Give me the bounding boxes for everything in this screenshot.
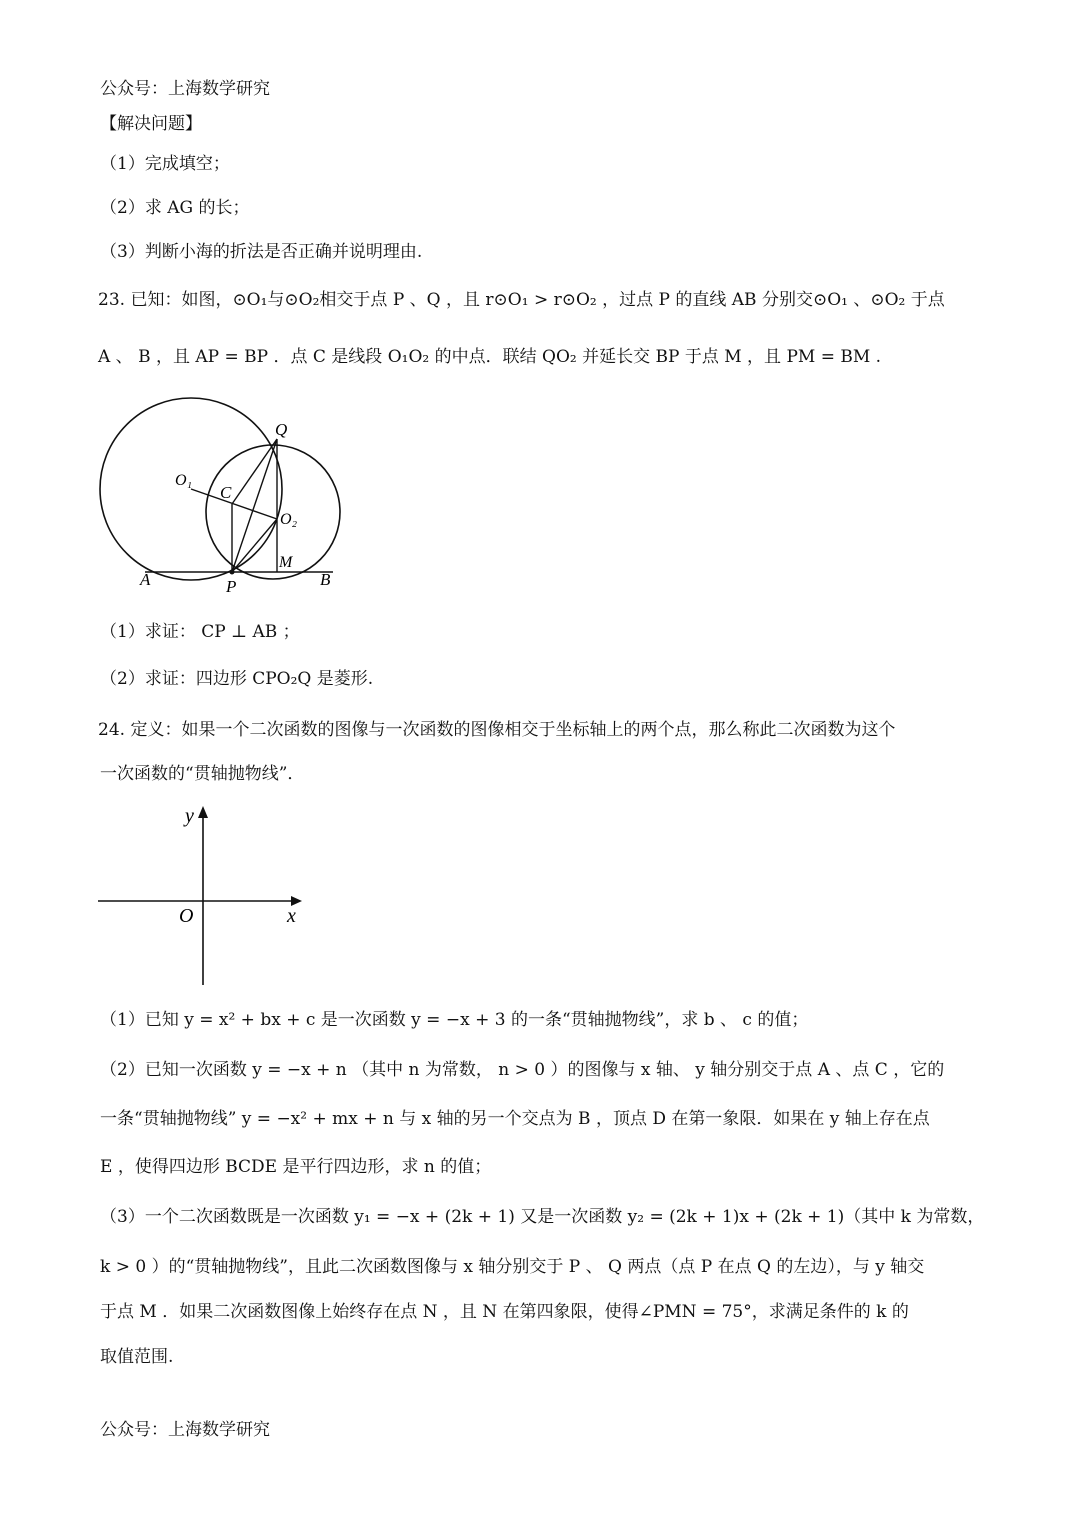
q24-stem-line1: 24. 定义：如果一个二次函数的图像与一次函数的图像相交于坐标轴上的两个点，那么称此二次函数为这个	[98, 720, 896, 740]
q24-part3-line4: 取值范围.	[100, 1347, 174, 1367]
label-origin: O	[179, 905, 194, 927]
footer-source: 公众号：上海数学研究	[100, 1420, 270, 1440]
label-x-axis: x	[287, 905, 296, 927]
label-c: C	[220, 483, 232, 502]
label-m: M	[279, 554, 293, 571]
q23-stem-line2: A 、 B ，且 AP = BP ．点 C 是线段 O₁O₂ 的中点．联结 QO₂ 并延长交 BP 于点 M ，且 PM = BM .	[98, 347, 882, 367]
q23-item-1: （1）求证： CP ⊥ AB ；	[100, 622, 300, 642]
q24-part3-line2: k > 0 ）的“贯轴抛物线”，且此二次函数图像与 x 轴分别交于 P 、 Q 两点（点 P 在点 Q 的左边），与 y 轴交	[100, 1257, 925, 1277]
q22-item-3: （3）判断小海的折法是否正确并说明理由.	[100, 242, 423, 262]
q23-stem-line1: 23. 已知：如图，⊙O₁与⊙O₂相交于点 P 、Q ，且 r⊙O₁ > r⊙O₂ ，过点 P 的直线 AB 分别交⊙O₁ 、⊙O₂ 于点	[98, 290, 945, 310]
q24-stem-line2: 一次函数的“贯轴抛物线”．	[100, 764, 305, 784]
axes-figure	[95, 800, 315, 990]
q24-part3-line3: 于点 M ．如果二次函数图像上始终存在点 N ，且 N 在第四象限，使得∠PMN = 75°，求满足条件的 k 的	[100, 1302, 909, 1322]
q24-part1: （1）已知 y = x² + bx + c 是一次函数 y = −x + 3 的一条“贯轴抛物线”，求 b 、 c 的值；	[100, 1010, 809, 1030]
circles-figure	[95, 385, 355, 595]
q23-item-2: （2）求证：四边形 CPO₂Q 是菱形.	[100, 669, 374, 689]
label-a: A	[140, 570, 151, 589]
q22-item-1: （1）完成填空；	[100, 154, 230, 174]
label-o2: O₂	[280, 511, 298, 528]
label-y-axis: y	[185, 805, 194, 827]
q24-part2-line2: 一条“贯轴抛物线” y = −x² + mx + n 与 x 轴的另一个交点为 B ，顶点 D 在第一象限．如果在 y 轴上存在点	[100, 1109, 930, 1129]
label-b: B	[320, 570, 331, 589]
q24-part2-line3: E ，使得四边形 BCDE 是平行四边形，求 n 的值；	[100, 1157, 492, 1177]
q22-heading: 【解决问题】	[100, 114, 202, 134]
q24-part3-line1: （3）一个二次函数既是一次函数 y₁ = −x + (2k + 1) 又是一次函数 y₂ = (2k + 1)x + (2k + 1)（其中 k 为常数，	[100, 1207, 985, 1227]
label-q: Q	[275, 420, 288, 439]
header-source: 公众号：上海数学研究	[100, 79, 270, 99]
label-o1: O₁	[175, 472, 193, 489]
q24-part2-line1: （2）已知一次函数 y = −x + n （其中 n 为常数， n > 0 ）的图像与 x 轴、 y 轴分别交于点 A 、点 C ，它的	[100, 1060, 945, 1080]
q22-item-2: （2）求 AG 的长；	[100, 198, 250, 218]
label-p: P	[226, 577, 237, 595]
